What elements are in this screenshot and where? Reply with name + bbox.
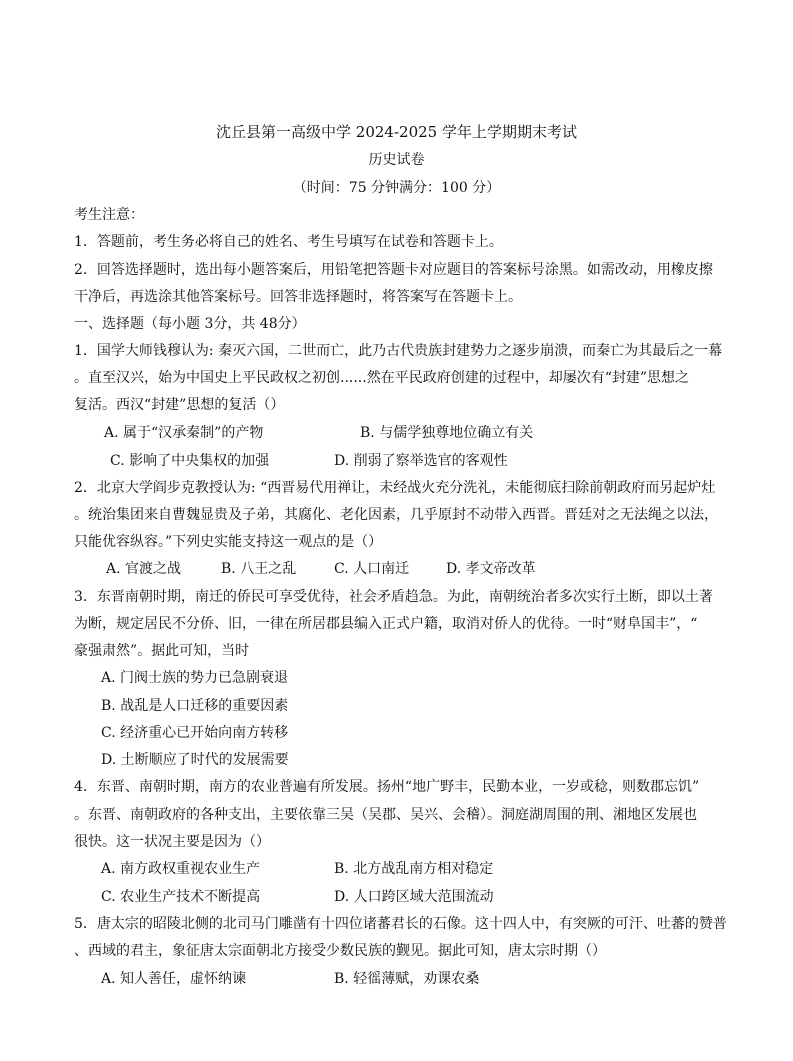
q2-option-d: D. 孝文帝改革 <box>446 561 536 577</box>
q1-option-a: A. 属于“汉承秦制”的产物 <box>104 425 264 441</box>
q4-option-d: D. 人口跨区域大范围流动 <box>334 889 494 905</box>
exam-subject: 历史试卷 <box>368 152 425 168</box>
q2-line-3: 只能优容纵容。”下列史实能支持这一观点的是（） <box>74 534 383 550</box>
q3-line-3: 豪强肃然”。据此可知，当时 <box>74 643 250 659</box>
q3-line-2: 为断，规定居民不分侨、旧，一律在所居郡县编入正式户籍，取消对侨人的优待。一时“财阜国丰”，“ <box>74 616 698 632</box>
notice-item-2-line-1: 2．回答选择题时，选出每小题答案后，用铅笔把答题卡对应题目的答案标号涂黑。如需改动，用橡皮擦 <box>74 262 713 278</box>
q1-option-c: C. 影响了中央集权的加强 <box>110 453 270 469</box>
q4-line-1: 4．东晋、南朝时期，南方的农业普遍有所发展。扬州“地广野丰，民勤本业，一岁或稔，则数郡忘饥” <box>74 779 700 795</box>
q4-option-c: C. 农业生产技术不断提高 <box>101 889 261 905</box>
q1-line-2: 。直至汉兴，始为中国史上平民政权之初创......然在平民政府创建的过程中，却屡次有“封建”思想之 <box>74 370 690 386</box>
q1-line-1: 1．国学大师钱穆认为: 秦灭六国，二世而亡，此乃古代贵族封建势力之逐步崩溃，而秦亡为其最后之一幕 <box>74 343 723 359</box>
notice-item-1: 1．答题前，考生务必将自己的姓名、考生号填写在试卷和答题卡上。 <box>74 234 503 250</box>
exam-title: 沈丘县第一高级中学 2024-2025 学年上学期期末考试 <box>216 123 577 141</box>
q5-option-a: A. 知人善任，虚怀纳谏 <box>101 971 247 987</box>
q5-option-b: B. 轻徭薄赋，劝课农桑 <box>334 971 480 987</box>
notice-heading: 考生注意： <box>74 207 144 223</box>
q4-option-b: B. 北方战乱南方相对稳定 <box>334 861 494 877</box>
exam-time-info: （时间：75 分钟满分：100 分） <box>292 180 501 196</box>
q4-option-a: A. 南方政权重视农业生产 <box>101 861 261 877</box>
q1-option-b: B. 与儒学独尊地位确立有关 <box>360 425 534 441</box>
q3-option-b: B. 战乱是人口迁移的重要因素 <box>101 698 289 714</box>
q4-line-3: 很快。这一状况主要是因为（） <box>74 834 270 850</box>
q3-line-1: 3．东晋南朝时期，南迁的侨民可享受优待，社会矛盾趋急。为此，南朝统治者多次实行土断，即以土著 <box>74 589 713 605</box>
notice-item-2-line-2: 干净后，再选涂其他答案标号。回答非选择题时，将答案写在答题卡上。 <box>74 289 522 305</box>
q3-option-a: A. 门阀士族的势力已急剧衰退 <box>101 670 289 686</box>
q1-line-3: 复活。西汉“封建”思想的复活（） <box>74 397 285 413</box>
q3-option-c: C. 经济重心已开始向南方转移 <box>101 725 289 741</box>
q4-line-2: 。东晋、南朝政府的各种支出，主要依靠三吴（吴郡、吴兴、会稽）。洞庭湖周围的荆、湘地区发展也 <box>74 807 697 823</box>
q1-option-d: D. 削弱了察举选官的客观性 <box>334 453 508 469</box>
q2-option-c: C. 人口南迁 <box>334 561 410 577</box>
section-heading: 一、选择题（每小题 3分，共 48分） <box>74 316 306 332</box>
q2-line-1: 2．北京大学阎步克教授认为: “西晋易代用禅让，未经战火充分洗礼，未能彻底扫除前朝政府而另起炉灶 <box>74 480 716 496</box>
q2-line-2: 。统治集团来自曹魏显贵及子弟，其腐化、老化因素，几乎原封不动带入西晋。晋廷对之无法绳之以法， <box>74 507 718 523</box>
q2-option-a: A. 官渡之战 <box>106 561 182 577</box>
q5-line-1: 5．唐太宗的昭陵北侧的北司马门雕凿有十四位诸蕃君长的石像。这十四人中，有突厥的可汗、吐蕃的赞普 <box>74 916 727 932</box>
q5-line-2: 、西域的君主，象征唐太宗面朝北方接受少数民族的觐见。据此可知，唐太宗时期（） <box>74 943 606 959</box>
q2-option-b: B. 八王之乱 <box>221 561 297 577</box>
q3-option-d: D. 土断顺应了时代的发展需要 <box>101 752 289 768</box>
